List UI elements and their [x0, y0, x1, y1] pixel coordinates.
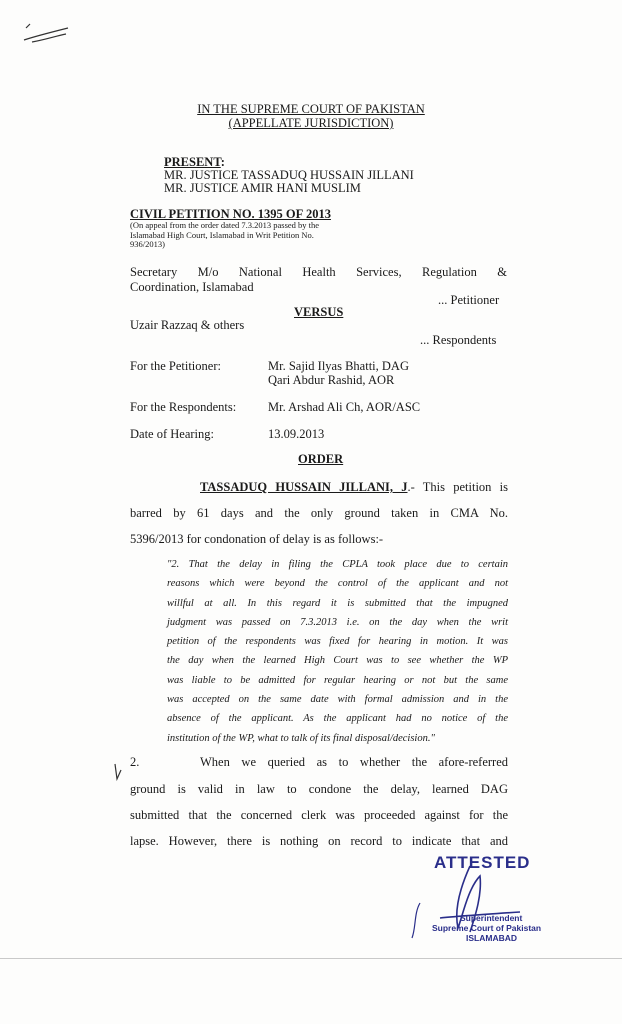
para2-line: lapse. However, there is nothing on record to indicate that and [130, 834, 508, 848]
versus-label: VERSUS [294, 305, 344, 319]
appearance-label: For the Petitioner: [130, 359, 221, 373]
quote-line: "2. That the delay in filing the CPLA took place due to certain [167, 559, 508, 570]
quote-line: reasons which were beyond the control of the applicant and not [167, 578, 508, 590]
para2-line: submitted that the concerned clerk was proceeded against for the [130, 808, 508, 822]
appearance-value: Mr. Arshad Ali Ch, AOR/ASC [268, 400, 421, 414]
quote-line: the day when the learned High Court was to see whether the WP [167, 655, 508, 667]
respondent-name: Uzair Razzaq & others [130, 318, 245, 332]
quote-line: was accepted on the same date with formal admission and in the [167, 694, 508, 706]
stamp-line-1: Superintendent [460, 913, 523, 923]
quote-line: petition of the respondents was fixed for hearing in motion. It was [167, 636, 508, 648]
petition-number: CIVIL PETITION NO. 1395 OF 2013 [130, 207, 331, 221]
court-title: IN THE SUPREME COURT OF PAKISTAN [197, 102, 425, 116]
petitioner-name-line1: Secretary M/o National Health Services, Regulation & [130, 265, 507, 279]
margin-tick-mark [112, 762, 124, 782]
appearance-label: Date of Hearing: [130, 427, 214, 441]
quote-line: was liable to be admitted for regular hearing or not but the same [167, 674, 508, 686]
respondent-role: ... Respondents [420, 333, 497, 347]
judge-1: MR. JUSTICE TASSADUQ HUSSAIN JILLANI [164, 168, 414, 182]
order-line-3: 5396/2013 for condonation of delay is as follows:- [130, 532, 384, 546]
order-line-1: .- This petition is [407, 480, 508, 494]
court-jurisdiction: (APPELLATE JURISDICTION) [228, 116, 394, 130]
hearing-date: 13.09.2013 [268, 427, 325, 441]
quoted-application [167, 558, 508, 751]
order-first-line [200, 480, 508, 494]
petitioner-role: ... Petitioner [438, 293, 500, 307]
quote-line: absence of the applicant. As the applicant had no notice of the [167, 713, 508, 725]
judge-2: MR. JUSTICE AMIR HANI MUSLIM [164, 181, 361, 195]
appearance-value: Qari Abdur Rashid, AOR [268, 373, 395, 387]
para2-number: 2. [130, 755, 140, 769]
stamp-line-3: ISLAMABAD [466, 933, 517, 943]
para2-line: When we queried as to whether the afore-referred [200, 755, 508, 769]
appearance-label: For the Respondents: [130, 400, 237, 414]
quote-line: judgment was passed on 7.3.2013 i.e. on the day when the writ [167, 616, 508, 628]
petitioner-name-line2: Coordination, Islamabad [130, 280, 254, 294]
order-line-2: barred by 61 days and the only ground taken in CMA No. [130, 506, 508, 520]
judge-author: TASSADUQ HUSSAIN JILLANI, J [200, 480, 408, 494]
para2-line: ground is valid in law to condone the delay, learned DAG [130, 782, 508, 796]
appeal-note: (On appeal from the order dated 7.3.2013 passed by the Islamabad High Court, Islamabad in Writ Petition No. 936/2013) [130, 220, 320, 249]
order-heading: ORDER [298, 452, 344, 466]
appearance-value: Mr. Sajid Ilyas Bhatti, DAG [268, 359, 409, 373]
attested-stamp-text: ATTESTED [434, 853, 531, 872]
quote-line: institution of the WP, what to talk of its final disposal/decision." [167, 732, 435, 744]
stamp-line-2: Supreme Court of Pakistan [432, 923, 542, 933]
quote-line: willful at all. In this regard it is submitted that the impugned [167, 597, 508, 609]
present-label: PRESENT: [164, 155, 225, 169]
page-bottom-divider [0, 958, 622, 960]
corner-pen-mark [22, 18, 72, 48]
